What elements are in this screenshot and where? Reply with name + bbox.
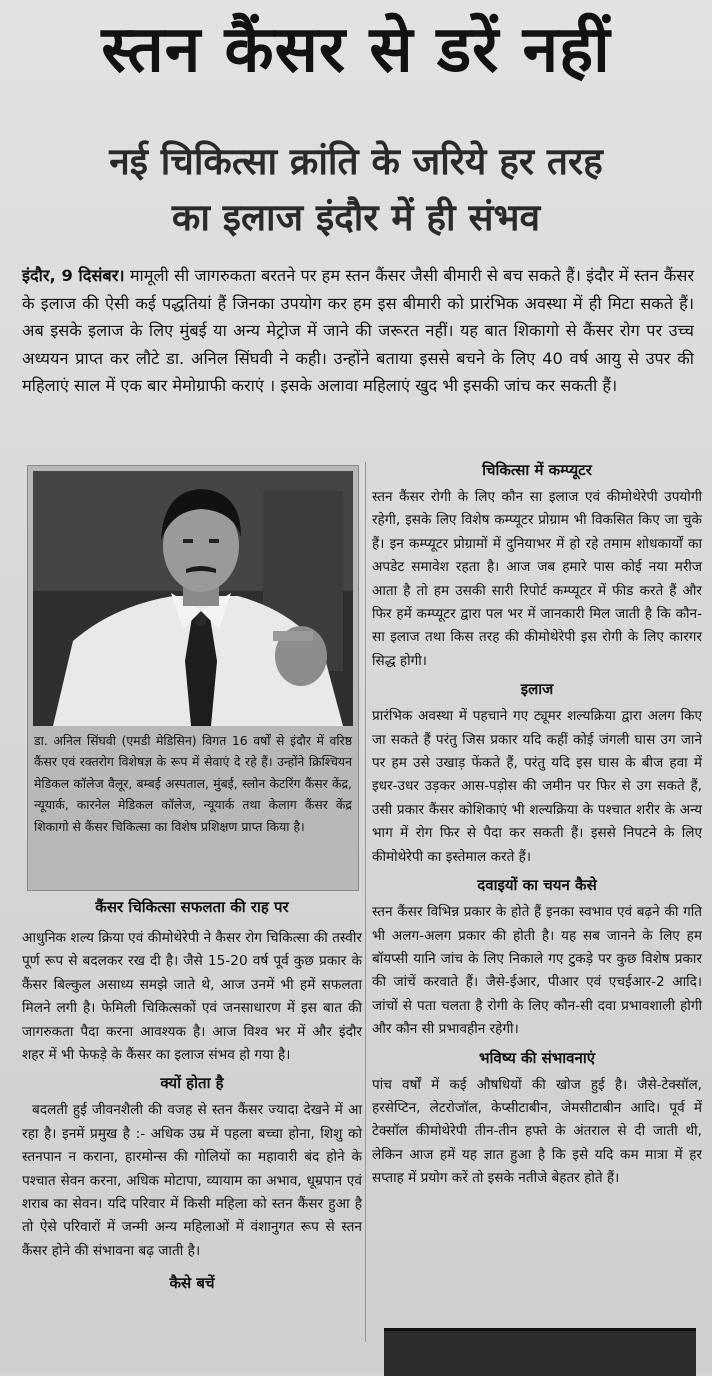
section-body: आधुनिक शल्य क्रिया एवं कीमोथेरेपी ने कैसर रोग चिकित्सा की तस्वीर पूर्ण रूप से बदलकर रख दी है। जैसे 15-20 वर्ष पूर्व कुछ प्रकार के कैंसर बिल्कुल असाध्य समझे जाते थे, आज उनमें भी हमें सफलता मिलने लगी है। फेमिली चिकित्सकों एवं जनसाधारण में इस बात की जागरुकता पैदा करना आवश्यक है। आज विश्व भर में और इंदौर शहर में भी फेफड़े के कैंसर का इलाज संभव हो गया है।: [22, 930, 362, 1064]
section-title: भविष्य की संभावनाएं: [478, 1048, 596, 1067]
section-body: स्तन कैंसर विभिन्न प्रकार के होते हैं इनका स्वभाव एवं बढ़ने की गति भी अलग-अलग प्रकार की होती है। यह सब जानने के लिए हम बॉयप्सी यानि जांच के लिए निकाले गए टुकड़े पर कुछ विशेष प्रकार की जांचें करवाते हैं। जैसे-ईआर, पीआर एवं एचईआर-2 आदि। जांचों से पता चलता है रोगी के लिए कौन-सी दवा प्रभावशाली होगी और कौन सी प्रभावहीन रहेगी।: [372, 904, 702, 1038]
photo-caption: डा. अनिल सिंघवी (एमडी मेडिसिन) विगत 16 वर्षों से इंदौर में वरिष्ठ कैंसर एवं रक्तरोग विशेषज्ञ के रूप में सेवाएं दे रहे हैं। उन्होंने क्रिश्चियन मेडिकल कॉलेज वैलूर, बम्बई अस्पताल, मुंबई, स्लोन केटरिंग कैंसर केंद्र, न्यूयार्क, कारनेल मेडिकल कॉलेज, न्यूयार्क तथा केलाग कैंसर केंद्र शिकागो से कैंसर चिकित्सा का विशेष प्रशिक्षण प्राप्त किया है।: [34, 733, 352, 834]
left-column: [22, 895, 362, 1295]
dateline: इंदौर, 9 दिसंबर।: [22, 266, 125, 285]
section-body: बदलती हुई जीवनशैली की वजह से स्तन कैंसर ज्यादा देखने में आ रहा है। इनमें प्रमुख है :- अधिक उम्र में पहला बच्चा होना, शिशु को स्तनपान न कराना, हारमोन्स की गोलियों का महावारी बंद होने के पश्चात सेवन करना, अधिक मोटापा, व्यायाम का अभाव, धूम्रपान एवं शराब का सेवन। यदि परिवार में किसी महिला को स्तन कैंसर हुआ है तो ऐसे परिवारों में जन्मी अन्य महिलाओं में वंशानुगत रूप से स्तन कैंसर होने की संभावना बढ़ जाती है।: [22, 1102, 362, 1259]
doctor-photo: [33, 471, 353, 726]
column-divider: [365, 462, 366, 1342]
subheadline-line-1: नई चिकित्सा क्रांति के जरिये हर तरह: [109, 140, 603, 183]
doctor-portrait-image: [33, 471, 353, 726]
section-body: प्रारंभिक अवस्था में पहचाने गए ट्यूमर शल्यक्रिया द्वारा अलग किए जा सकते हैं परंतु जिस प्रकार यदि कहीं कोई जंगली घास उग जाने पर हम उसे उखाड़ फेंकते हैं, परंतु यदि इस घास के बीज हवा में इधर-उधर उड़कर आस-पड़ोस की जमीन पर फिर से उग सकते हैं, उसी प्रकार कैंसर कोशिकाएं भी शल्यक्रिया के पश्चात शरीर के अन्य भाग में रोग फिर से पैदा कर सकती हैं। इससे निपटने के लिए कीमोथेरेपी का इस्तेमाल करते हैं।: [372, 708, 702, 865]
lead-text: मामूली सी जागरुकता बरतने पर हम स्तन कैंसर जैसी बीमारी से बच सकते हैं। इंदौर में स्तन कैंसर के इलाज की ऐसी कई पद्धतियां हैं जिनका उपयोग कर हम इस बीमारी को प्रारंभिक अवस्था में ही मिटा सकते हैं। अब इसके इलाज के लिए मुंबई या अन्य मेट्रोज में जाने की जरूरत नहीं। यह बात शिकागो से कैंसर रोग पर उच्च अध्ययन प्राप्त कर लौटे डा. अनिल सिंघवी ने कही। उन्होंने बताया इससे बचने के लिए 40 वर्ष आयु से उपर की महिलाएं साल में एक बार मेमोग्राफी कराएं । इसके अलावा महिलाएं खुद भी इसकी जांच कर सकती हैं।: [22, 266, 694, 395]
section-title: इलाज: [520, 680, 554, 699]
section-title: कैंसर चिकित्सा सफलता की राह पर: [95, 898, 289, 916]
subheadline-line-2: का इलाज इंदौर में ही संभव: [171, 196, 541, 239]
photo-box: [27, 465, 359, 891]
section-title: चिकित्सा में कम्प्यूटर: [482, 461, 592, 479]
section-title: क्यों होता है: [160, 1074, 224, 1093]
section-title: दवाइयों का चयन कैसे: [477, 876, 597, 895]
right-column: [372, 458, 702, 1191]
headline: स्तन कैंसर से डरें नहीं: [101, 13, 611, 87]
bottom-ad-fragment: [384, 1328, 696, 1376]
lead-paragraph: [22, 262, 694, 400]
section-title: कैसे बचें: [169, 1274, 215, 1293]
section-body: पांच वर्षों में कई औषधियों की खोज हुई है। जैसे-टेक्सॉल, हरसेप्टिन, लेटरोजॉल, केप्सीटाबीन, जेमसीटाबीन आदि। पूर्व में टेक्सॉल कीमोथेरेपी तीन-तीन हफ्ते के अंतराल से दी जाती थी, लेकिन आज हमें यह ज्ञात हुआ है कि इसे यदि कम मात्रा में हर सप्ताह में प्रयोग करें तो इसके नतीजे बेहतर होते हैं।: [372, 1076, 702, 1187]
section-body: स्तन कैंसर रोगी के लिए कौन सा इलाज एवं कीमोथेरेपी उपयोगी रहेगी, इसके लिए विशेष कम्प्यूटर प्रोग्राम भी विकसित किए जा चुके हैं। इन कम्प्यूटर प्रोग्रामों में दुनियाभर में हो रहे तमाम शोधकार्यों का अपडेट समावेश रहता है। आज जब हमारे पास कोई नया मरीज आता है तो हम उसकी सारी रिपोर्ट कम्प्यूटर में फीड करते हैं और फिर हमें कम्प्यूटर द्वारा पल भर में जानकारी मिल जाती है कि कौन-सा इलाज तथा किस तरह की कीमोथेरेपी इस रोगी के लिए कारगर सिद्ध होगी।: [372, 489, 702, 669]
